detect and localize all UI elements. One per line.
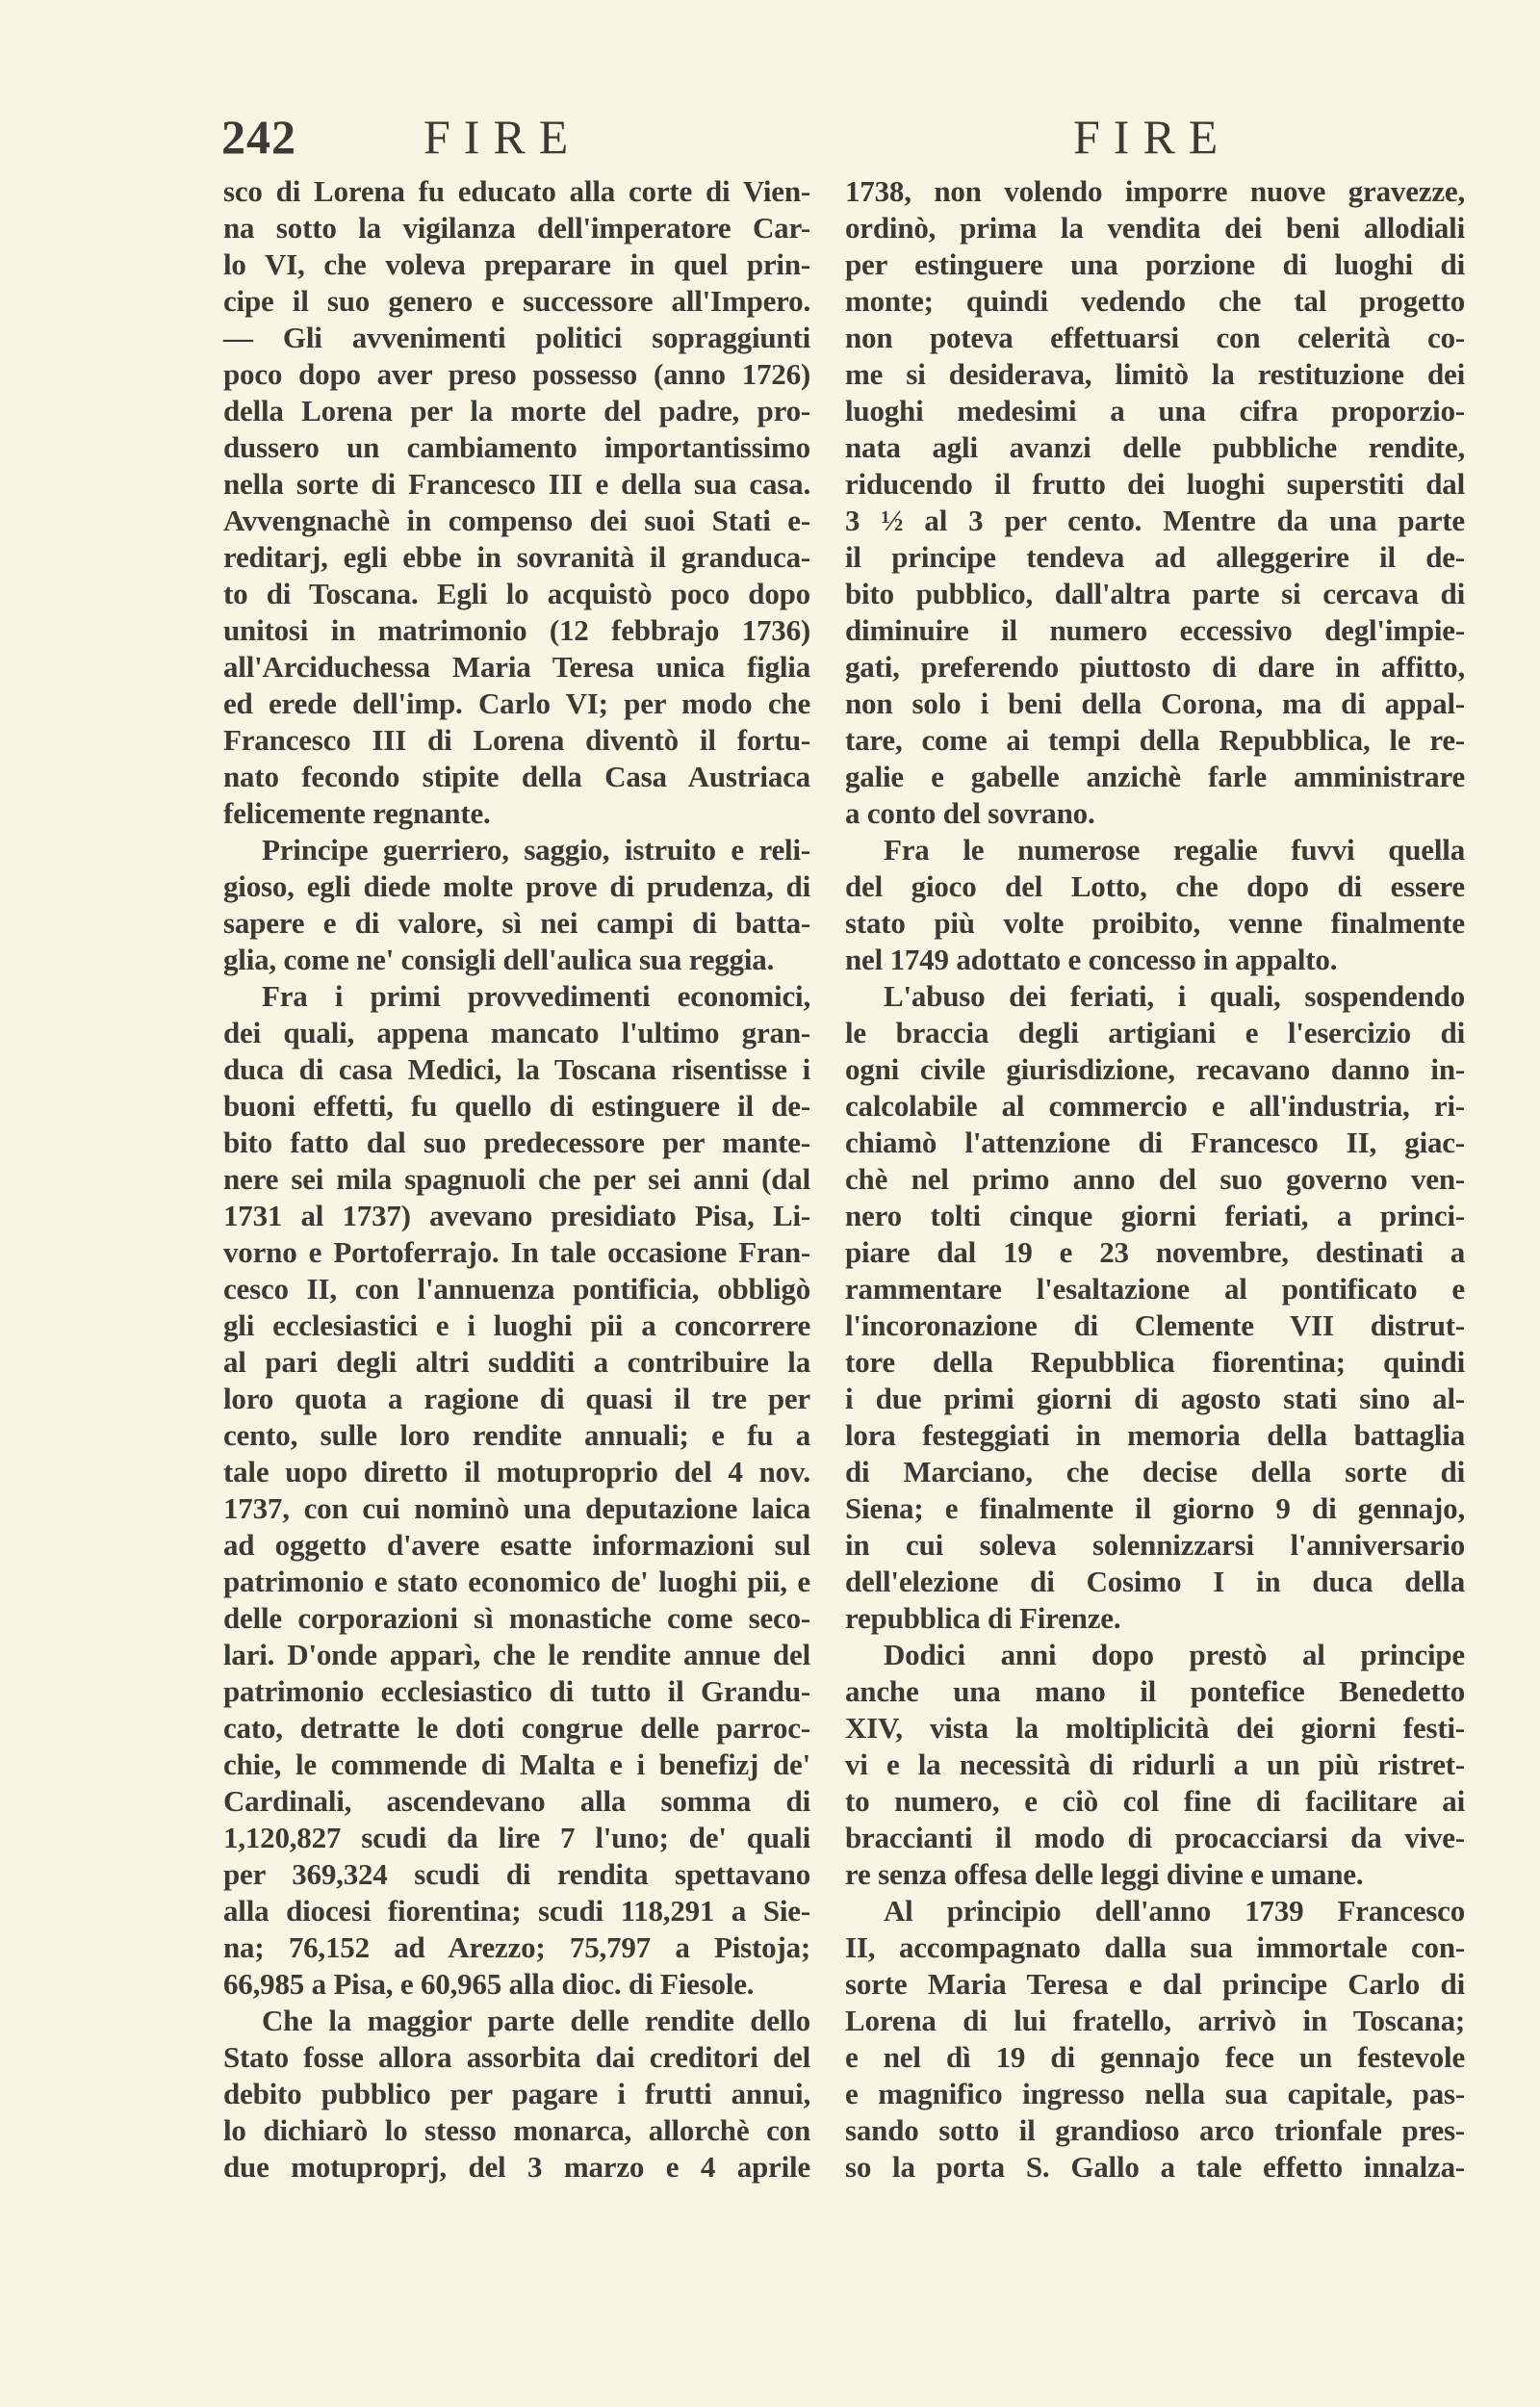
text-line: Fra le numerose regalie fuvvi quella xyxy=(884,833,1465,867)
text-line: patrimonio e stato economico de' luoghi pii, e xyxy=(223,1565,810,1598)
text-line: anche una mano il pontefice Benedetto xyxy=(845,1674,1465,1708)
text-line: repubblica di Firenze. xyxy=(845,1601,1121,1635)
text-line: Fra i primi provvedimenti economici, xyxy=(262,979,810,1013)
text-line: piare dal 19 e 23 novembre, destinati a xyxy=(845,1235,1465,1269)
text-line: 1738, non volendo imporre nuove gravezze, xyxy=(845,174,1465,208)
text-line: braccianti il modo di procacciarsi da vive- xyxy=(845,1821,1465,1854)
text-line: a conto del sovrano. xyxy=(845,796,1095,830)
text-line: ordinò, prima la vendita dei beni allodiali xyxy=(845,211,1465,245)
text-line: sapere e di valore, sì nei campi di batta- xyxy=(223,906,810,940)
text-line: cento, sulle loro rendite annuali; e fu a xyxy=(223,1418,810,1452)
text-line: felicemente regnante. xyxy=(223,796,491,830)
text-line: L'abuso dei feriati, i quali, sospendendo xyxy=(884,979,1465,1013)
text-line: reditarj, egli ebbe in sovranità il granduca- xyxy=(223,540,810,574)
text-line: II, accompagnato dalla sua immortale con- xyxy=(845,1930,1465,1964)
text-line: del gioco del Lotto, che dopo di essere xyxy=(845,869,1465,903)
text-line: vorno e Portoferrajo. In tale occasione Fran- xyxy=(223,1235,810,1269)
text-line: alla diocesi fiorentina; scudi 118,291 a Sie- xyxy=(223,1894,810,1928)
text-line: nero tolti cinque giorni feriati, a princi- xyxy=(845,1199,1465,1232)
text-line: 1737, con cui nominò una deputazione laica xyxy=(223,1491,810,1525)
text-line: due motuproprj, del 3 marzo e 4 aprile xyxy=(223,2150,810,2184)
text-line: di Marciano, che decise della sorte di xyxy=(845,1455,1465,1488)
text-line: per estinguere una porzione di luoghi di xyxy=(845,247,1465,281)
text-line: lo VI, che voleva preparare in quel prin- xyxy=(223,247,810,281)
text-line: al pari degli altri sudditi a contribuire la xyxy=(223,1345,810,1379)
text-line: in cui soleva solennizzarsi l'anniversario xyxy=(845,1528,1465,1562)
text-line: chiamò l'attenzione di Francesco II, giac- xyxy=(845,1126,1465,1159)
text-line: Francesco III di Lorena diventò il fortu- xyxy=(223,723,810,757)
text-line: e nel dì 19 di gennajo fece un festevole xyxy=(845,2040,1465,2074)
text-line: cipe il suo genero e successore all'Impero. xyxy=(223,284,810,318)
text-line: so la porta S. Gallo a tale effetto innalza- xyxy=(845,2150,1465,2184)
text-line: delle corporazioni sì monastiche come seco- xyxy=(223,1601,810,1635)
text-line: duca di casa Medici, la Toscana risentisse i xyxy=(223,1052,810,1086)
text-line: na; 76,152 ad Arezzo; 75,797 a Pistoja; xyxy=(223,1930,810,1964)
text-line: tare, come ai tempi della Repubblica, le re- xyxy=(845,723,1465,757)
text-line: sando sotto il grandioso arco trionfale pres- xyxy=(845,2113,1465,2147)
text-line: 1,120,827 scudi da lire 7 l'uno; de' quali xyxy=(223,1821,810,1854)
text-line: na sotto la vigilanza dell'imperatore Car- xyxy=(223,211,810,245)
text-line: Cardinali, ascendevano alla somma di xyxy=(223,1784,810,1818)
text-line: 66,985 a Pisa, e 60,965 alla dioc. di Fiesole. xyxy=(223,1967,755,2001)
text-line: stato più volte proibito, venne finalmente xyxy=(845,906,1465,940)
text-line: unitosi in matrimonio (12 febbrajo 1736) xyxy=(223,613,810,647)
text-line: l'incoronazione di Clemente VII distrut- xyxy=(845,1308,1465,1342)
text-line: nel 1749 adottato e concesso in appalto. xyxy=(845,943,1338,976)
text-line: diminuire il numero eccessivo degl'impie- xyxy=(845,613,1465,647)
text-line: chè nel primo anno del suo governo ven- xyxy=(845,1162,1465,1196)
text-line: della Lorena per la morte del padre, pro- xyxy=(223,394,810,427)
running-head-left: FIRE xyxy=(424,110,582,164)
text-line: non poteva effettuarsi con celerità co- xyxy=(845,321,1465,354)
text-line: Al principio dell'anno 1739 Francesco xyxy=(884,1894,1465,1928)
text-line: nato fecondo stipite della Casa Austriaca xyxy=(223,760,810,793)
text-line: 3 ½ al 3 per cento. Mentre da una parte xyxy=(845,504,1465,537)
text-line: non solo i beni della Corona, ma di appal- xyxy=(845,686,1465,720)
text-line: gati, preferendo piuttosto di dare in affitto, xyxy=(845,650,1465,684)
text-line: all'Arciduchessa Maria Teresa unica figlia xyxy=(223,650,810,684)
text-line: monte; quindi vedendo che tal progetto xyxy=(845,284,1465,318)
text-line: poco dopo aver preso possesso (anno 1726) xyxy=(223,357,810,391)
text-line: gli ecclesiastici e i luoghi pii a concorrere xyxy=(223,1308,810,1342)
running-head-right: FIRE xyxy=(1073,110,1232,164)
text-line: vi e la necessità di ridurli a un più ristret- xyxy=(845,1747,1465,1781)
text-line: chie, le commende di Malta e i benefizj de' xyxy=(223,1747,810,1781)
text-line: nere sei mila spagnuoli che per sei anni (dal xyxy=(223,1162,810,1196)
text-line: sco di Lorena fu educato alla corte di Vien- xyxy=(223,174,810,208)
text-line: i due primi giorni di agosto stati sino al- xyxy=(845,1382,1465,1415)
text-line: ad oggetto d'avere esatte informazioni sul xyxy=(223,1528,810,1562)
text-line: galie e gabelle anzichè farle amministrare xyxy=(845,760,1465,793)
text-line: cato, detratte le doti congrue delle parroc- xyxy=(223,1711,810,1745)
text-line: to numero, e ciò col fine di facilitare ai xyxy=(845,1784,1465,1818)
text-line: Siena; e finalmente il giorno 9 di gennajo, xyxy=(845,1491,1465,1525)
text-line: re senza offesa delle leggi divine e umane. xyxy=(845,1857,1364,1891)
text-line: e magnifico ingresso nella sua capitale, pas- xyxy=(845,2077,1465,2110)
text-line: Che la maggior parte delle rendite dello xyxy=(262,2004,810,2037)
text-line: bito pubblico, dall'altra parte si cercava di xyxy=(845,577,1465,610)
text-line: XIV, vista la moltiplicità dei giorni festi- xyxy=(845,1711,1465,1745)
text-line: le braccia degli artigiani e l'esercizio di xyxy=(845,1016,1465,1049)
text-line: dussero un cambiamento importantissimo xyxy=(223,430,810,464)
text-line: Dodici anni dopo prestò al principe xyxy=(884,1638,1465,1671)
text-line: il principe tendeva ad alleggerire il de- xyxy=(845,540,1465,574)
text-line: per 369,324 scudi di rendita spettavano xyxy=(223,1857,810,1891)
text-line: to di Toscana. Egli lo acquistò poco dopo xyxy=(223,577,810,610)
text-line: 1731 al 1737) avevano presidiato Pisa, Li- xyxy=(223,1199,810,1232)
text-line: Stato fosse allora assorbita dai creditori del xyxy=(223,2040,810,2074)
text-line: cesco II, con l'annuenza pontificia, obbligò xyxy=(223,1272,810,1306)
text-line: Avvengnachè in compenso dei suoi Stati e- xyxy=(223,504,810,537)
text-line: — Gli avvenimenti politici sopraggiunti xyxy=(223,321,810,354)
text-line: tore della Repubblica fiorentina; quindi xyxy=(845,1345,1465,1379)
text-line: dei quali, appena mancato l'ultimo gran- xyxy=(223,1016,810,1049)
text-line: ed erede dell'imp. Carlo VI; per modo che xyxy=(223,686,810,720)
text-line: tale uopo diretto il motuproprio del 4 nov. xyxy=(223,1455,810,1488)
text-line: Principe guerriero, saggio, istruito e reli- xyxy=(262,833,810,867)
text-line: nella sorte di Francesco III e della sua casa. xyxy=(223,467,810,501)
text-line: sorte Maria Teresa e dal principe Carlo di xyxy=(845,1967,1465,2001)
right-text-column xyxy=(845,173,1465,2186)
text-line: patrimonio ecclesiastico di tutto il Grandu- xyxy=(223,1674,810,1708)
text-line: me si desiderava, limitò la restituzione dei xyxy=(845,357,1465,391)
text-line: Lorena di lui fratello, arrivò in Toscana; xyxy=(845,2004,1465,2037)
text-line: debito pubblico per pagare i frutti annui, xyxy=(223,2077,810,2110)
text-line: glia, come ne' consigli dell'aulica sua reggia. xyxy=(223,943,775,976)
text-line: lari. D'onde apparì, che le rendite annue del xyxy=(223,1638,810,1671)
left-text-column xyxy=(223,173,810,2186)
text-line: luoghi medesimi a una cifra proporzio- xyxy=(845,394,1465,427)
text-line: dell'elezione di Cosimo I in duca della xyxy=(845,1565,1465,1598)
text-line: nata agli avanzi delle pubbliche rendite, xyxy=(845,430,1465,464)
text-line: buoni effetti, fu quello di estinguere il de- xyxy=(223,1089,810,1123)
text-line: rammentare l'esaltazione al pontificato e xyxy=(845,1272,1465,1306)
text-line: riducendo il frutto dei luoghi superstiti dal xyxy=(845,467,1465,501)
text-line: calcolabile al commercio e all'industria, ri- xyxy=(845,1089,1465,1123)
page-number: 242 xyxy=(221,110,296,164)
text-line: ogni civile giurisdizione, recavano danno in- xyxy=(845,1052,1465,1086)
text-line: lora festeggiati in memoria della battaglia xyxy=(845,1418,1465,1452)
text-line: bito fatto dal suo predecessore per mante- xyxy=(223,1126,810,1159)
text-line: gioso, egli diede molte prove di prudenza, di xyxy=(223,869,810,903)
text-line: lo dichiarò lo stesso monarca, allorchè con xyxy=(223,2113,810,2147)
text-line: loro quota a ragione di quasi il tre per xyxy=(223,1382,810,1415)
